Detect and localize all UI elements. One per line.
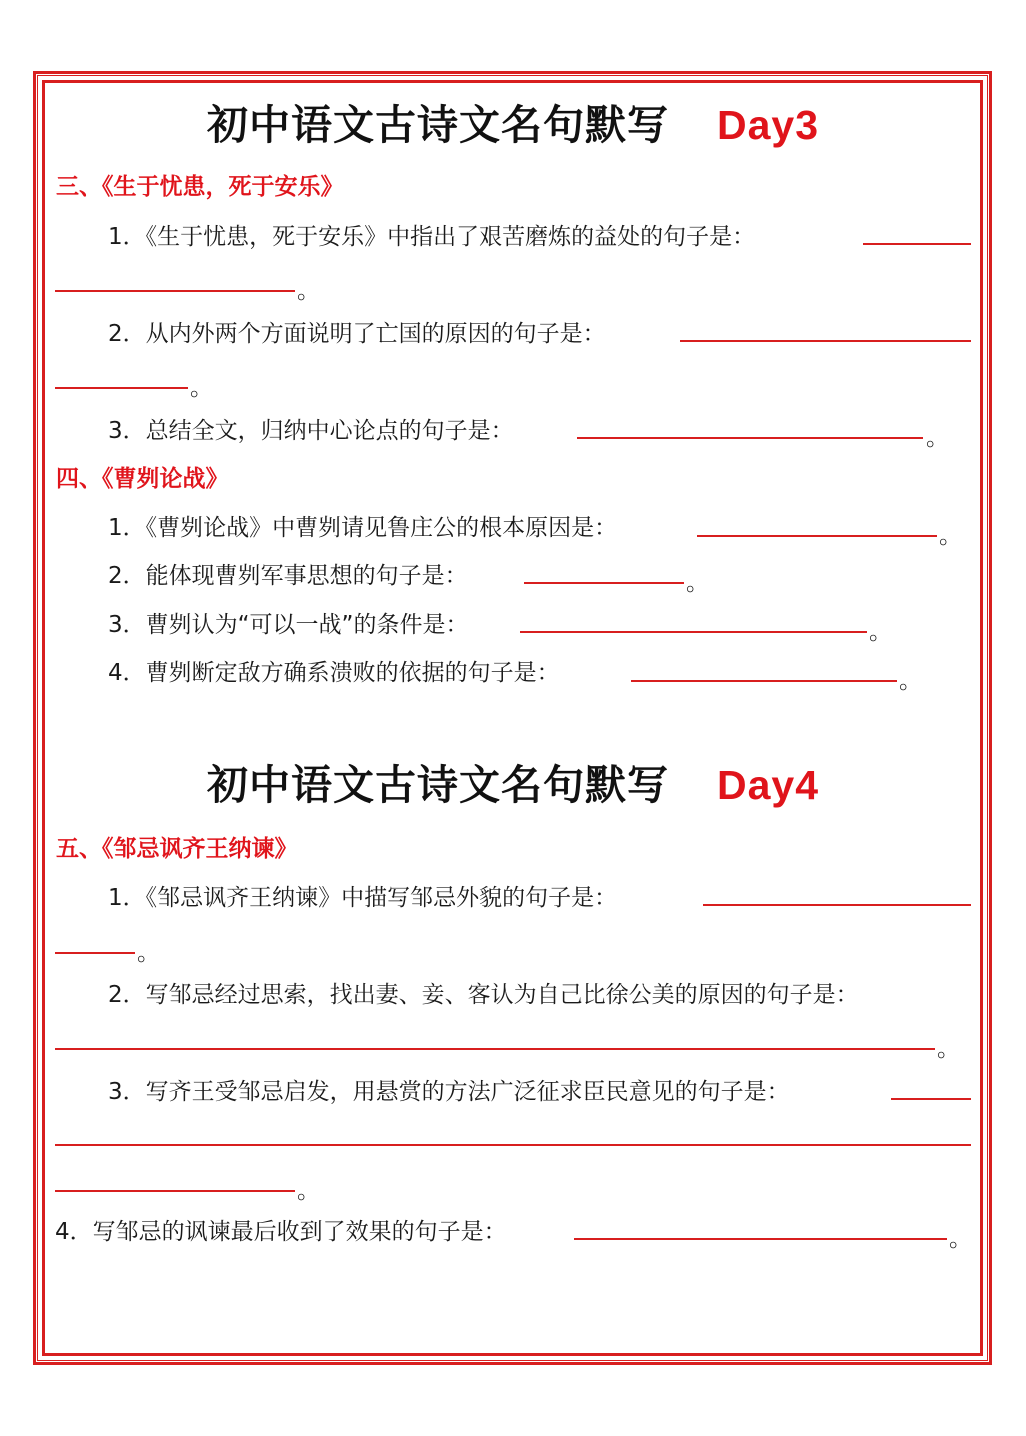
question-text: 2．写邹忌经过思索，找出妻、妾、客认为自己比徐公美的原因的句子是：: [108, 982, 859, 1008]
answer-blank[interactable]: [703, 904, 971, 906]
answer-blank[interactable]: [55, 290, 295, 292]
section-heading: 三、《生于忧患，死于安乐》: [56, 174, 344, 200]
answer-blank[interactable]: [574, 1238, 947, 1240]
question-text: 1．《邹忌讽齐王纳谏》中描写邹忌外貌的句子是：: [108, 885, 618, 911]
period: 。: [939, 523, 962, 549]
period: 。: [297, 278, 320, 304]
section-heading: 四、《曹刿论战》: [56, 466, 229, 492]
period: 。: [869, 619, 892, 645]
answer-blank[interactable]: [631, 680, 897, 682]
question-text: 1．《曹刿论战》中曹刿请见鲁庄公的根本原因是：: [108, 515, 618, 541]
section-heading: 五、《邹忌讽齐王纳谏》: [56, 836, 298, 862]
answer-blank[interactable]: [680, 340, 971, 342]
period: 。: [949, 1226, 972, 1252]
period: 。: [937, 1036, 960, 1062]
period: 。: [137, 940, 160, 966]
day-label: Day3: [716, 102, 819, 148]
answer-blank[interactable]: [520, 631, 867, 633]
page-title-day4: [0, 752, 1026, 811]
answer-blank[interactable]: [697, 535, 937, 537]
question-text: 1．《生于忧患，死于安乐》中指出了艰苦磨炼的益处的句子是：: [108, 224, 756, 250]
answer-blank[interactable]: [55, 1144, 971, 1146]
answer-blank[interactable]: [55, 387, 188, 389]
question-text: 3．写齐王受邹忌启发，用悬赏的方法广泛征求臣民意见的句子是：: [108, 1079, 790, 1105]
answer-blank[interactable]: [577, 437, 923, 439]
page-title-day3: [0, 92, 1026, 151]
question-text: 4．写邹忌的讽谏最后收到了效果的句子是：: [55, 1219, 507, 1245]
period: 。: [190, 375, 213, 401]
answer-blank[interactable]: [863, 243, 971, 245]
inner-border: [42, 80, 983, 1356]
answer-blank[interactable]: [891, 1098, 971, 1100]
answer-blank[interactable]: [55, 1190, 295, 1192]
period: 。: [686, 570, 709, 596]
period: 。: [926, 425, 949, 451]
answer-blank[interactable]: [55, 952, 135, 954]
answer-blank[interactable]: [524, 582, 684, 584]
question-text: 2．能体现曹刿军事思想的句子是：: [108, 563, 468, 589]
question-text: 3．总结全文，归纳中心论点的句子是：: [108, 418, 514, 444]
title-text: 初中语文古诗文名句默写: [206, 101, 669, 149]
title-text: 初中语文古诗文名句默写: [206, 761, 669, 809]
period: 。: [297, 1178, 320, 1204]
question-text: 4．曹刿断定敌方确系溃败的依据的句子是：: [108, 660, 560, 686]
question-text: 3．曹刿认为“可以一战”的条件是：: [108, 612, 469, 638]
day-label: Day4: [716, 762, 819, 808]
question-text: 2．从内外两个方面说明了亡国的原因的句子是：: [108, 321, 606, 347]
period: 。: [899, 668, 922, 694]
answer-blank[interactable]: [55, 1048, 935, 1050]
